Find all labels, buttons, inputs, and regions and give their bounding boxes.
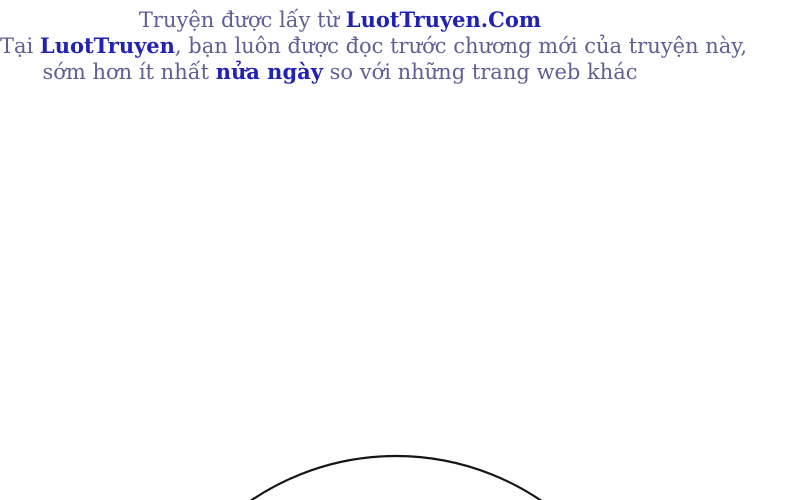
watermark-brand-name: LuotTruyen [39,33,175,58]
watermark-line-2-prefix: Tại [0,34,40,58]
bubble-arc-circle [138,456,654,500]
watermark-line-3 [0,59,680,85]
site-watermark [0,7,748,85]
watermark-brand-url: LuotTruyen.Com [345,7,542,32]
watermark-line-2 [0,33,748,59]
watermark-line-3-prefix: sớm hơn ít nhất [42,60,216,84]
watermark-line-3-suffix: so với những trang web khác [322,60,638,84]
watermark-line-1-text: Truyện được lấy từ [138,8,346,32]
watermark-highlight: nửa ngày [215,59,323,84]
watermark-line-1 [0,7,680,33]
watermark-line-2-suffix: , bạn luôn được đọc trước chương mới của truyện này, [174,34,748,58]
